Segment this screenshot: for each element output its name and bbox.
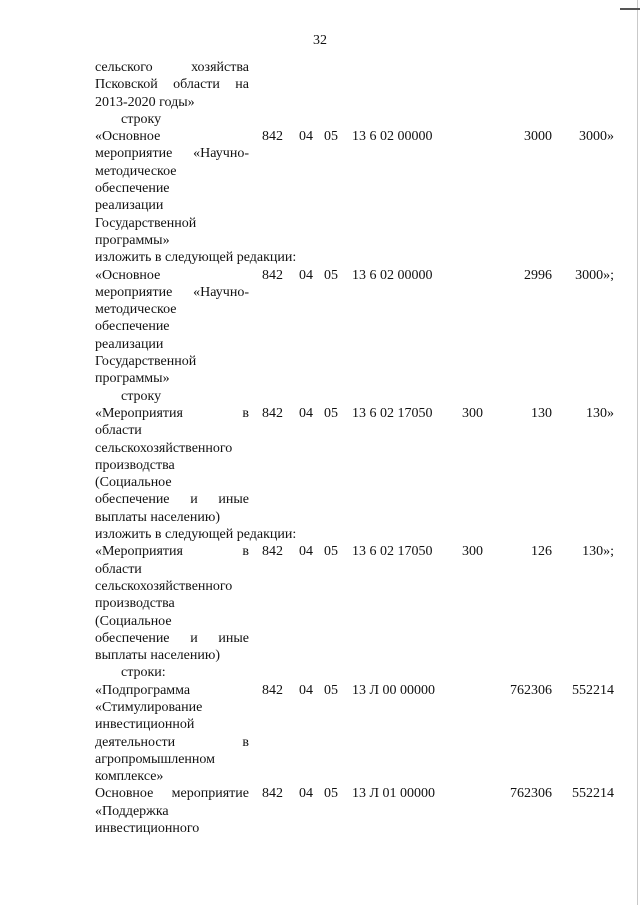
cell-amount-2: 130» <box>586 405 614 421</box>
description-line: обеспечение и иные <box>95 492 249 508</box>
table-row <box>0 785 640 837</box>
cell-amount-1: 130 <box>531 405 552 421</box>
cell-subsection: 05 <box>324 405 338 421</box>
cell-grbs: 842 <box>262 405 283 421</box>
cell-amount-1: 2996 <box>524 267 552 283</box>
description-line: выплаты населению) <box>95 648 220 664</box>
description-line: «Мероприятия в <box>95 544 249 560</box>
description-line: «Поддержка <box>95 803 169 819</box>
cell-section: 04 <box>299 682 313 698</box>
description-line: реализации <box>95 336 164 352</box>
table-row <box>0 128 640 249</box>
cell-subsection: 05 <box>324 682 338 698</box>
cell-amount-2: 3000» <box>579 129 614 145</box>
cell-grbs: 842 <box>262 544 283 560</box>
row-description <box>95 128 249 249</box>
description-line: Государственной <box>95 215 197 231</box>
cell-expense-type: 300 <box>462 405 483 421</box>
page-number: 32 <box>313 33 327 48</box>
description-line: комплексе» <box>95 769 164 785</box>
instruction-line: строки: <box>121 665 166 681</box>
row-description <box>95 405 249 526</box>
description-line: «Стимулирование <box>95 699 203 715</box>
cell-subsection: 05 <box>324 267 338 283</box>
description-line: мероприятие «Научно- <box>95 284 249 300</box>
description-line: методическое <box>95 302 177 318</box>
cell-section: 04 <box>299 544 313 560</box>
table-row <box>0 267 640 388</box>
cell-subsection: 05 <box>324 786 338 802</box>
table-row <box>0 543 640 664</box>
cell-grbs: 842 <box>262 786 283 802</box>
instruction-line: строку <box>121 388 162 404</box>
cell-subsection: 05 <box>324 544 338 560</box>
document-body <box>0 59 640 837</box>
instruction-line: строку <box>121 111 162 127</box>
description-line: выплаты населению) <box>95 509 220 525</box>
cell-amount-1: 3000 <box>524 129 552 145</box>
description-line: сельскохозяйственного <box>95 578 233 594</box>
description-line: инвестиционной <box>95 717 195 733</box>
table-row <box>0 682 640 786</box>
row-description <box>95 785 249 837</box>
description-line: программы» <box>95 371 170 387</box>
description-line: обеспечение <box>95 319 170 335</box>
description-line: «Основное <box>95 129 161 145</box>
cell-expense-type: 300 <box>462 544 483 560</box>
description-line: (Социальное <box>95 475 172 491</box>
description-line: Псковской области на <box>95 77 249 93</box>
description-line: сельскохозяйственного <box>95 440 233 456</box>
scan-corner-mark <box>620 8 640 10</box>
row-description <box>95 267 249 388</box>
description-line: Государственной <box>95 354 197 370</box>
cell-grbs: 842 <box>262 267 283 283</box>
cell-section: 04 <box>299 786 313 802</box>
description-line: инвестиционного <box>95 821 200 837</box>
description-line: Основное мероприятие <box>95 786 249 802</box>
table-row <box>0 405 640 526</box>
instruction-line: изложить в следующей редакции: <box>95 250 297 266</box>
cell-target-article: 13 Л 00 00000 <box>352 682 435 698</box>
row-description <box>95 59 249 111</box>
description-line: сельского хозяйства <box>95 60 249 75</box>
instruction-line: изложить в следующей редакции: <box>95 527 297 543</box>
cell-amount-2: 552214 <box>572 682 614 698</box>
description-line: (Социальное <box>95 613 172 629</box>
cell-subsection: 05 <box>324 129 338 145</box>
description-line: «Подпрограмма <box>95 682 191 698</box>
cell-grbs: 842 <box>262 682 283 698</box>
cell-amount-1: 126 <box>531 544 552 560</box>
cell-section: 04 <box>299 267 313 283</box>
cell-target-article: 13 6 02 17050 <box>352 405 433 421</box>
description-line: обеспечение <box>95 181 170 197</box>
description-line: «Мероприятия в <box>95 405 249 421</box>
cell-target-article: 13 Л 01 00000 <box>352 786 435 802</box>
cell-grbs: 842 <box>262 129 283 145</box>
description-line: реализации <box>95 198 164 214</box>
cell-amount-1: 762306 <box>510 682 552 698</box>
description-line: мероприятие «Научно- <box>95 146 249 162</box>
cell-amount-1: 762306 <box>510 786 552 802</box>
row-description <box>95 543 249 664</box>
description-line: производства <box>95 457 175 473</box>
cell-target-article: 13 6 02 17050 <box>352 544 433 560</box>
description-line: программы» <box>95 232 170 248</box>
cell-amount-2: 3000»; <box>575 267 614 283</box>
description-line: 2013-2020 годы» <box>95 94 195 110</box>
description-line: обеспечение и иные <box>95 630 249 646</box>
description-line: «Основное <box>95 267 161 283</box>
cell-section: 04 <box>299 129 313 145</box>
description-line: области <box>95 423 142 439</box>
text-block <box>0 59 640 111</box>
cell-target-article: 13 6 02 00000 <box>352 129 433 145</box>
description-line: деятельности в <box>95 734 249 750</box>
description-line: методическое <box>95 163 177 179</box>
description-line: агропромышленном <box>95 751 216 767</box>
cell-target-article: 13 6 02 00000 <box>352 267 433 283</box>
description-line: производства <box>95 596 175 612</box>
cell-amount-2: 552214 <box>572 786 614 802</box>
cell-section: 04 <box>299 405 313 421</box>
cell-amount-2: 130»; <box>582 544 614 560</box>
row-description <box>95 682 249 786</box>
description-line: области <box>95 561 142 577</box>
